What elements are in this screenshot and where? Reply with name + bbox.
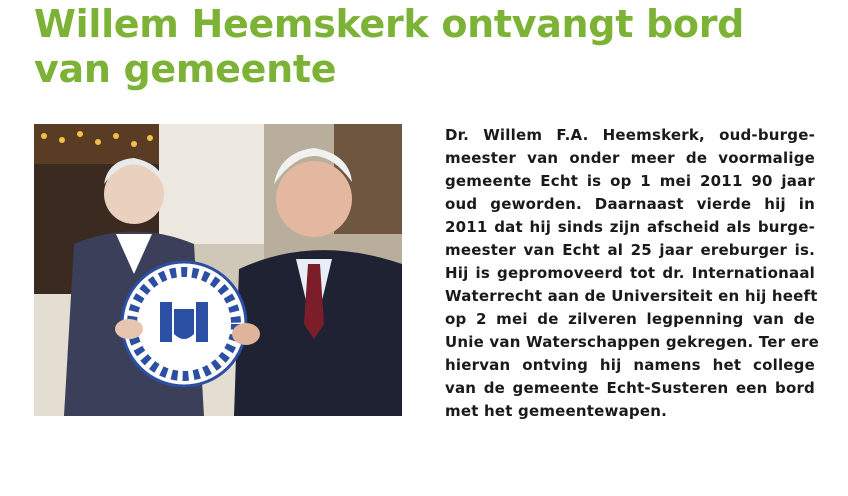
- body-line: Unie van Waterschappen gekregen. Ter ere: [445, 333, 819, 351]
- article-photo: [34, 124, 402, 416]
- headline-line: Willem Heemskerk ontvangt bord: [34, 2, 745, 46]
- body-line: Dr. Willem F.A. Heemskerk, oud-burge-: [445, 126, 815, 144]
- body-line: Hij is gepromoveerd tot dr. Internationaal: [445, 264, 815, 282]
- body-line: 2011 dat hij sinds zijn afscheid als burge-: [445, 218, 815, 236]
- body-line: meester van Echt al 25 jaar ereburger is.: [445, 241, 815, 259]
- body-line: meester van onder meer de voormalige: [445, 149, 815, 167]
- body-line: op 2 mei de zilveren legpenning van de: [445, 310, 815, 328]
- body-line: met het gemeentewapen.: [445, 402, 668, 420]
- body-line: gemeente Echt is op 1 mei 2011 90 jaar: [445, 172, 815, 190]
- body-line: van de gemeente Echt-Susteren een bord: [445, 379, 815, 397]
- headline-line: van gemeente: [34, 47, 337, 91]
- body-line: Waterrecht aan de Universiteit en hij heeft: [445, 287, 818, 305]
- article-body: [445, 124, 819, 423]
- article-headline: [34, 2, 834, 92]
- body-line: oud geworden. Daarnaast vierde hij in: [445, 195, 815, 213]
- photo-illustration: [34, 124, 402, 416]
- body-line: hiervan ontving hij namens het college: [445, 356, 815, 374]
